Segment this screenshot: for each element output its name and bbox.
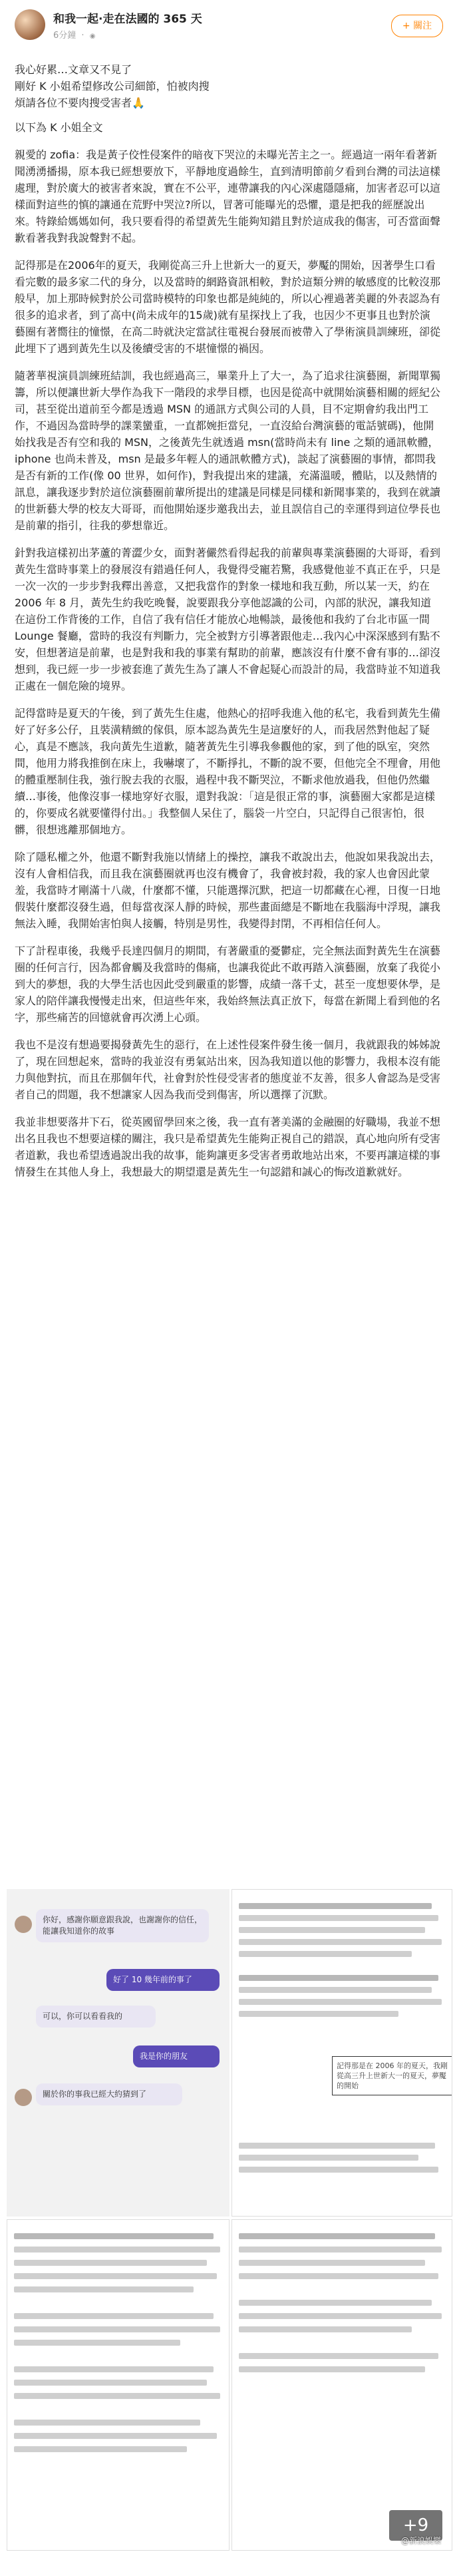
text-line: [239, 2326, 412, 2332]
text-line: [14, 2366, 214, 2372]
post-meta: [53, 28, 95, 41]
text-line: [239, 1939, 442, 1945]
chat-avatar: [15, 2089, 32, 2106]
text-line: [239, 2155, 418, 2161]
post-paragraph: 記得那是在2006年的夏天，我剛從高三升上世新大一的夏天，夢魘的開始，因著學生口看看完數的最多家二代的身分，以及當時的網路資訊相較，對於這類分辨的敏感度的比較沒那般早，加上那時候對於公司當時模特的印象也都是純純的，所以心裡過著美麗的外表認為有很多的追求者，到了高中(尚未成年的15歲)就有星探找上了我，也因少不更事且也對於演藝圈有著嚮往的憧憬，在高二時就決定當試往電視台發展而被帶入了學術演員訓練班，卻從此埋下了遇到黃先生以及後續受害的不堪憧憬的禍因。: [15, 259, 441, 355]
separator: ·: [81, 31, 84, 41]
chat-bubble: 你好，感謝你願意跟我說，也謝謝你的信任，能讓我知道你的故事: [36, 1909, 209, 1942]
text-line: [239, 2143, 435, 2149]
post-body: [15, 61, 440, 1191]
text-line: [239, 2300, 432, 2306]
more-images-badge[interactable]: +9: [389, 2510, 442, 2541]
text-line: [239, 2011, 398, 2017]
chat-bubble: 好了 10 幾年前的事了: [106, 1969, 220, 1991]
text-line: [239, 2247, 442, 2253]
text-line: [239, 2273, 438, 2279]
text-line: [239, 1987, 432, 1993]
text-line: [239, 1903, 432, 1909]
globe-icon: ◉: [89, 33, 96, 40]
text-screenshot[interactable]: [231, 1889, 452, 2217]
text-line: [239, 1927, 425, 1933]
post-paragraph: 記得當時是夏天的午後，到了黃先生住處，他熱心的招呼我進入他的私宅，我看到黃先生備好了好多公仔，且裝潢精緻的傢俱，原本認為黃先生是這麼好的人，而我居然對他起了疑心，真是不應該，我向黃先生道歉，隨著黃先生引導我參觀他的家，到了他的臥室，突然間，他用力將我推倒在床上，我嚇壞了，不斷掙扎，不斷的說不要，但他完全不理會，用他的體重壓制住我，強行脫去我的衣服，過程中我不斷哭泣，不斷求他放過我，但他仍然繼續…事後，他像沒事一樣地穿好衣服，還對我說：「這是很正常的事，演藝圈大家都是這樣的，你要成名就要懂得付出。」我整個人呆住了，腦袋一片空白，只記得自己很害怕，很髒，很想逃離那個地方。: [15, 707, 441, 836]
text-line: [239, 2353, 438, 2359]
post-paragraph: 我也不是沒有想過要揭發黃先生的惡行，在上述性侵案件發生後一個月，我就跟我的姊姊說了，現在回想起來，當時的我並沒有勇氣站出來，因為我知道以他的影響力，我根本沒有能力與他對抗，而且在那個年代，社會對於性侵受害者的態度並不友善，很多人會認為是受害者自己的問題，我不想讓家人因為我而受到傷害，所以選擇了沉默。: [15, 1038, 441, 1101]
text-line: [14, 2420, 200, 2426]
text-line: [14, 2340, 180, 2346]
text-line: [14, 2247, 220, 2253]
watermark: @新浪娛樂: [400, 2536, 441, 2545]
text-line: [239, 2233, 435, 2239]
chat-bubble: 我是你的朋友: [133, 2045, 220, 2067]
chat-avatar: [15, 1916, 32, 1933]
post-intro: 我心好累…文章又不見了 剛好 K 小姐希望修改公司細節，怕被肉搜 煩請各位不要肉搜受害者🙏: [15, 63, 210, 109]
text-line: [14, 2380, 207, 2386]
text-line: [239, 2167, 438, 2173]
text-line: [14, 2313, 214, 2319]
text-line: [14, 2273, 217, 2279]
text-line: [239, 2260, 425, 2266]
text-line: [239, 2366, 425, 2372]
text-line: [14, 2446, 187, 2452]
text-line: [14, 2286, 194, 2292]
post-paragraph: 下了計程車後，我幾乎長達四個月的期間，有著嚴重的憂鬱症，完全無法面對黃先生在演藝圈的任何言行，因為都會觸及我當時的傷痛，也讓我從此不敢再踏入演藝圈，放棄了我從小到大的夢想，我的大學生活也因此受到嚴重的影響，成績一落千丈，甚至一度想要休學，是家人的陪伴讓我慢慢走出來，但這些年來，我始終無法真正放下，每當在新聞上看到他的名字，那些痛苦的回憶就會再次湧上心頭。: [15, 945, 441, 1024]
text-line: [239, 1975, 438, 1981]
text-line: [239, 1915, 438, 1921]
image-grid: [7, 1889, 452, 2551]
text-line: [14, 2326, 220, 2332]
post-paragraph: 除了隱私權之外，他還不斷對我施以情緒上的操控，讓我不敢說出去，他說如果我說出去，沒有人會相信我，而且我在演藝圈就再也沒有機會了，我會被封殺，我的家人也會因此蒙羞，我當時才剛滿十八歲，什麼都不懂，只能選擇沉默，把這一切都藏在心裡，日復一日地假裝什麼都沒發生過，但每當夜深人靜的時候，那些畫面總是不斷地在我腦海中浮現，讓我無法入睡，我開始害怕與人接觸，特別是男性，我變得封閉，不再相信任何人。: [15, 851, 441, 930]
text-line: [239, 2313, 442, 2319]
post-paragraph: 親愛的 zofia：我是黃子佼性侵案件的暗夜下哭泣的未曝光苦主之一。經過這一兩年看著新聞湧湧播揚，原本我已經想要放下，平靜地度過餘生，直到清明節前夕看到台灣的司法這樣處理，對於廣大的被害者來說，實在不公平，連帶讓我的內心深處隱隱痛，加害者忍可以這樣面對這些的慎的讓通在荒野中哭泣?所以，冒著可能曝光的恐懼，還是把我的經歷說出來。特錄給媽媽如何，我只要看得的希望黃先生能夠知錯且對於這成我的傷害，可否當面聲歉看著我對我說聲對不起。: [15, 148, 441, 244]
text-line: [239, 1999, 442, 2005]
post-subtitle: 以下為 K 小姐全文: [15, 121, 103, 134]
text-screenshot[interactable]: [7, 2219, 230, 2551]
text-screenshot[interactable]: [231, 2219, 452, 2551]
text-line: [14, 2393, 220, 2399]
post-header: [0, 0, 459, 56]
post-paragraph: 針對我這樣初出茅蘆的菁澀少女，面對著儼然看得起我的前輩與專業演藝圈的大哥哥，看到黃先生當時事業上的發展沒有錯過任何人，我覺得受寵若驚，我感覺他並不真正在乎，只是一次一次的一步步對我釋出善意，又把我當作的對象一樣地和我互動，所以某一天，約在 2006 年 8 月，黃先生約我吃晚餐，說要跟我分享他認識的公司，內部的狀況，讓我知道在這份工作背後的工作，自信了我有信任才能放心地暢談，最後他和我約了台北市區一間 Lounge 餐廳，當時的我沒有判斷力，完全被對方引導著跟他走…我內心中深深感到有點不安，但想著這是前輩，也是對我和我的事業有幫助的前輩，應該沒有什麼不會有事的…卻沒想到，我已經一步一步被套進了黃先生為了讓人不會起疑心而設計的局，我當時並不知道我正處在一個危險的境界。: [15, 546, 441, 692]
username[interactable]: 和我一起·走在法國的 365 天: [53, 13, 202, 26]
chat-bubble: 可以，你可以看看我的: [36, 2006, 156, 2028]
follow-button[interactable]: + 關注: [391, 15, 443, 37]
chat-bubble: 關於你的事我已經大約猜到了: [36, 2083, 182, 2105]
text-line: [239, 1951, 412, 1957]
text-line: [14, 2233, 214, 2239]
text-line: [14, 2260, 207, 2266]
excerpt-box: 記得那是在 2006 年的夏天，我剛從高三升上世新大一的夏天，夢魘的開始: [332, 2056, 452, 2095]
post-paragraph: 隨著華視演員訓練班結訓，我也經過高三，畢業升上了大一，為了追求往演藝圈，新聞單獨籌，所以便讓世新大學作為我下一階段的求學目標，也因是從高中就開始演藝相關的經紀公司，甚至從出道前至今都是透過 MSN 的通訊方式與公司的人員，目不定期會約我出門工作，不過因為當時學的課業蠻重，一直都婉拒當兒，一直沒給台灣演藝的電話號碼)，他開始找我是否有空和我的 MSN，之後黃先生就透過 msn(當時尚未有 line 之類的通訊軟體，iphone 也尚未普及，msn 是最多年輕人的通訊軟體方式)，談起了演藝圈的事情，都問我是否有新的工作(像 00 世界，如何作)，對我提出來的建議，充滿溫暖，體貼，以及熱情的訊息，讓我逐步對於這位演藝圈前輩所提出的建議是同樣是同樣和新聞事業的，我到在就讀的世新藝大學的校友大哥哥，而他開始逐步邀我出去，並且誤信自己的幸運得到這位學長也是前輩的指引，往我的夢想靠近。: [15, 369, 441, 532]
text-line: [14, 2433, 217, 2439]
avatar[interactable]: [15, 9, 45, 40]
chat-screenshot[interactable]: [7, 1889, 230, 2217]
post-paragraph: 我並非想要落井下石，從英國留學回來之後，我一直有著美滿的金融圈的好職場，我並不想出名且我也不想要這樣的關注，我只是希望黃先生能夠正視自己的錯誤，真心地向所有受害者道歉，我也希望透過說出我的故事，能夠讓更多受害者勇敢地站出來，不要再讓這樣的事情發生在其他人身上，我想最大的期望還是黃先生一句認錯和誠心的悔改道歉就好。: [15, 1116, 441, 1178]
post-time: 6分鐘: [53, 31, 76, 41]
